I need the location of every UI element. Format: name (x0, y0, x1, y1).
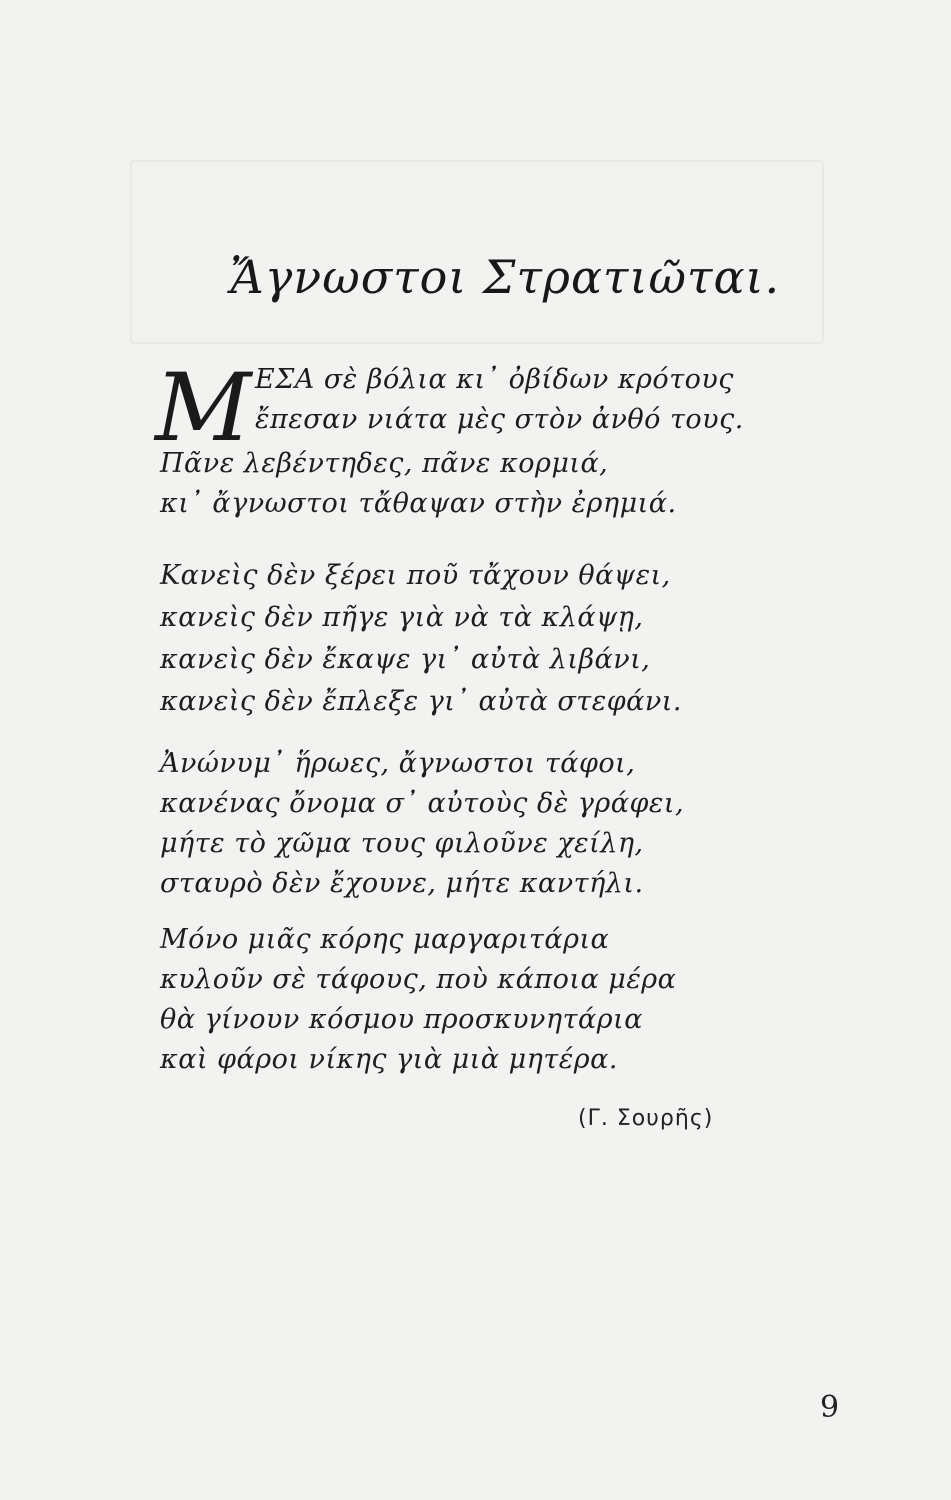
stanza4-line2: κυλοῦν σὲ τάφους, ποὺ κάποια μέρα (160, 964, 677, 995)
stanza1-line1: ΕΣΑ σὲ βόλια κι᾽ ὀβίδων κρότους (255, 364, 734, 395)
stanza2-line4: κανεὶς δὲν ἔπλεξε γι᾽ αὐτὰ στεφάνι. (160, 686, 682, 717)
author-attribution: (Γ. Σουρῆς) (578, 1106, 714, 1131)
stanza2-line3: κανεὶς δὲν ἔκαψε γι᾽ αὐτὰ λιβάνι, (160, 644, 651, 675)
stanza1-line2: ἔπεσαν νιάτα μὲς στὸν ἀνθό τους. (255, 404, 744, 435)
stanza3-line2: κανένας ὄνομα σ᾽ αὐτοὺς δὲ γράφει, (160, 788, 685, 819)
stanza3-line4: σταυρὸ δὲν ἔχουνε, μήτε καντήλι. (160, 868, 644, 899)
stanza2-line2: κανεὶς δὲν πῆγε γιὰ νὰ τὰ κλάψῃ, (160, 602, 644, 633)
stanza1-line3: Πᾶνε λεβέντηδες, πᾶνε κορμιά, (160, 448, 609, 479)
stanza3-line3: μήτε τὸ χῶμα τους φιλοῦνε χείλη, (160, 828, 644, 859)
poem-title: Ἄγνωστοι Στρατιῶται. (230, 250, 781, 304)
stanza1-line4: κι᾽ ἄγνωστοι τἄθαψαν στὴν ἐρημιά. (160, 488, 677, 519)
stanza2-line1: Κανεὶς δὲν ξέρει ποῦ τἄχουν θάψει, (160, 560, 671, 591)
drop-cap: M (155, 354, 252, 463)
stanza3-line1: Ἀνώνυμ᾽ ἥρωες, ἄγνωστοι τάφοι, (160, 748, 636, 779)
page-number: 9 (820, 1390, 840, 1425)
stanza4-line4: καὶ φάροι νίκης γιὰ μιὰ μητέρα. (160, 1044, 618, 1075)
stanza4-line1: Μόνο μιᾶς κόρης μαργαριτάρια (160, 924, 610, 955)
stanza4-line3: θὰ γίνουν κόσμου προσκυνητάρια (160, 1004, 643, 1035)
